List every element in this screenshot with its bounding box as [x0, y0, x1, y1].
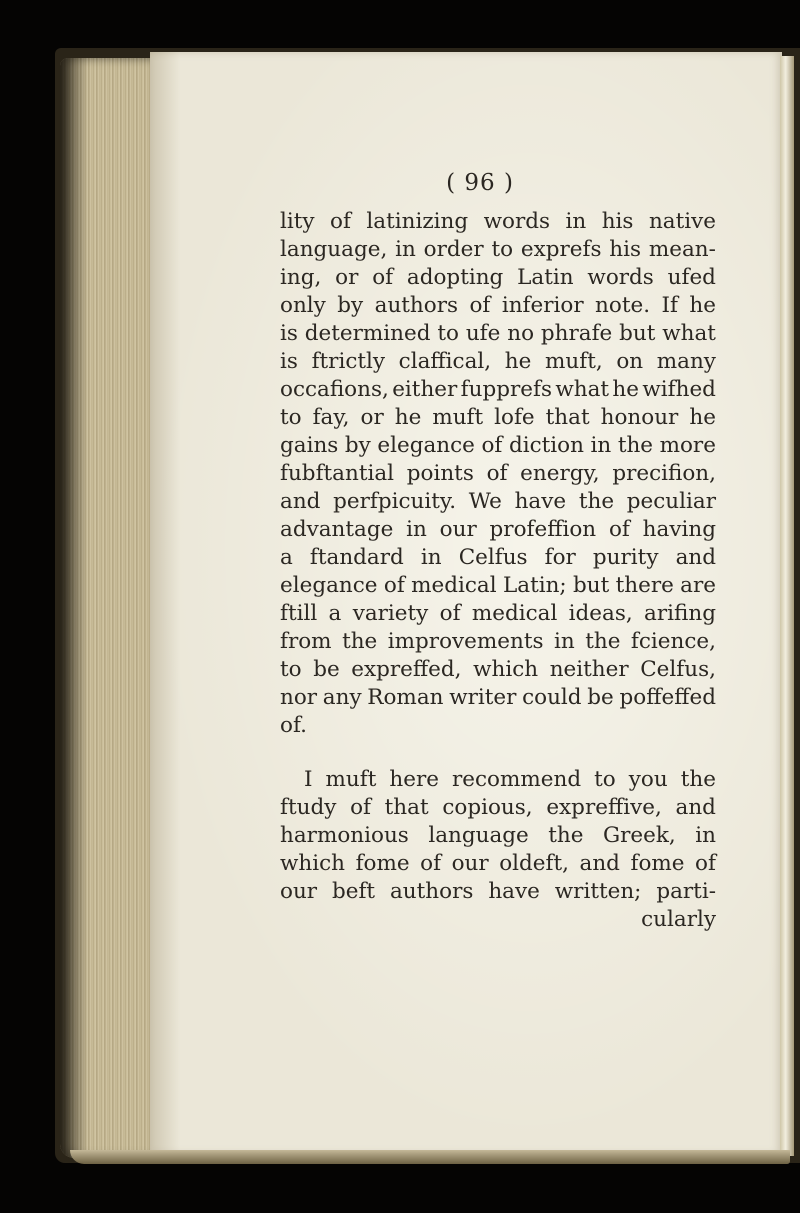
word: of: [608, 517, 630, 542]
word: Celfus: [458, 545, 528, 570]
word: could: [522, 685, 582, 710]
word: mean-: [648, 237, 716, 262]
word: is: [280, 321, 298, 346]
word: in: [395, 237, 416, 262]
word: Latin: [517, 265, 574, 290]
word: his: [609, 237, 642, 262]
word: energy,: [520, 461, 600, 486]
page-edges-shadow: [60, 58, 88, 1158]
word: of: [481, 433, 503, 458]
page-right-edge: [780, 56, 794, 1156]
word: and: [675, 795, 716, 820]
word: the: [617, 433, 654, 458]
word: copious,: [442, 795, 533, 820]
word: If: [661, 293, 678, 318]
word: ideas,: [568, 601, 633, 626]
word: is: [280, 349, 298, 374]
word: he: [394, 405, 422, 430]
word: beft: [331, 879, 376, 904]
word: there: [615, 573, 674, 598]
word: Latin;: [502, 573, 567, 598]
word: he: [689, 405, 716, 430]
word: recommend: [452, 767, 582, 792]
word: Celfus,: [640, 657, 716, 682]
text-line: [280, 208, 716, 236]
text-line: [280, 516, 716, 544]
text-line: [280, 712, 716, 740]
word: order: [423, 237, 484, 262]
word: the: [548, 823, 584, 848]
word: in: [565, 209, 587, 234]
word: ftudy: [280, 795, 337, 820]
word: of: [372, 265, 394, 290]
word: our: [451, 851, 489, 876]
word: be: [313, 657, 340, 682]
word: I: [304, 767, 313, 792]
word: he: [612, 377, 639, 402]
word: advantage: [280, 517, 394, 542]
text-line: [280, 432, 716, 460]
word: to: [491, 237, 514, 262]
word: fay,: [312, 405, 350, 430]
word: in: [420, 545, 442, 570]
word: harmonious: [280, 823, 409, 848]
word: authors: [374, 293, 459, 318]
word: or: [335, 265, 359, 290]
word: ing,: [280, 265, 322, 290]
word: ftrictly: [311, 349, 386, 374]
word: ufed: [667, 265, 716, 290]
word: and: [675, 545, 716, 570]
word: of: [486, 461, 508, 486]
word: honour: [600, 405, 679, 430]
word: muft: [325, 767, 377, 792]
word: our: [280, 879, 318, 904]
word: of: [695, 851, 716, 876]
text-line: [280, 628, 716, 656]
word: on: [616, 349, 644, 374]
word: wifhed: [642, 377, 716, 402]
word: what: [662, 321, 716, 346]
word: and: [280, 489, 321, 514]
word: you: [628, 767, 668, 792]
word: in: [554, 629, 575, 654]
word: words: [483, 209, 551, 234]
word: that: [384, 795, 429, 820]
word: the: [578, 489, 615, 514]
word: in: [406, 517, 427, 542]
page-bottom-edge: [70, 1150, 790, 1164]
word: Roman: [367, 685, 444, 710]
word: oldeft,: [499, 851, 569, 876]
text-line: [280, 320, 716, 348]
word: note.: [595, 293, 651, 318]
word: adopting: [406, 265, 504, 290]
word: muft: [432, 405, 484, 430]
word: of: [439, 601, 461, 626]
word: words: [587, 265, 654, 290]
word: language,: [280, 237, 388, 262]
paragraph-2: [280, 766, 716, 934]
word: of: [330, 209, 351, 234]
word: parti-: [656, 879, 716, 904]
word: neither: [549, 657, 629, 682]
word: Greek,: [602, 823, 676, 848]
word: ufe: [465, 321, 501, 346]
word: a: [280, 545, 293, 570]
word: diction: [508, 433, 584, 458]
word: but: [619, 321, 656, 346]
word: have: [514, 489, 567, 514]
word: language: [428, 823, 529, 848]
word: gains: [280, 433, 339, 458]
word: expreffive,: [546, 795, 662, 820]
word: of: [383, 573, 405, 598]
word: to: [594, 767, 616, 792]
word: of: [420, 851, 442, 876]
paragraph-gap: [280, 740, 716, 766]
word: which: [473, 657, 539, 682]
word: phrafe: [540, 321, 613, 346]
paragraph-1: [280, 208, 716, 740]
word: of: [350, 795, 371, 820]
word: our: [439, 517, 477, 542]
text-line: [280, 822, 716, 850]
word: to: [280, 657, 302, 682]
text-line: [280, 376, 716, 404]
word: fome: [355, 851, 410, 876]
word: in: [590, 433, 612, 458]
word: arifing: [644, 601, 716, 626]
word: have: [488, 879, 540, 904]
word: elegance: [280, 573, 378, 598]
word: precifion,: [612, 461, 716, 486]
word: poffeffed: [619, 685, 716, 710]
catchword: cularly: [641, 907, 716, 932]
word: to: [437, 321, 459, 346]
word: ftandard: [309, 545, 404, 570]
word: written;: [554, 879, 642, 904]
text-line: [280, 404, 716, 432]
word: he: [504, 349, 532, 374]
word: points: [406, 461, 474, 486]
word: that: [545, 405, 590, 430]
text-line: [280, 488, 716, 516]
word: more: [659, 433, 716, 458]
page-number: ( 96 ): [446, 170, 514, 196]
text-line: [280, 236, 716, 264]
word: which: [280, 851, 346, 876]
word: he: [689, 293, 716, 318]
word: for: [544, 545, 576, 570]
word: occafions,: [280, 377, 389, 402]
text-line: [280, 878, 716, 906]
word: what: [555, 377, 610, 402]
word: the: [585, 629, 621, 654]
word: medical: [411, 573, 497, 598]
word: or: [360, 405, 384, 430]
text-line: [280, 656, 716, 684]
word: improvements: [387, 629, 544, 654]
word: profeffion: [489, 517, 597, 542]
word: lity: [280, 209, 315, 234]
text-line: [280, 850, 716, 878]
text-line: [280, 460, 716, 488]
word: having: [642, 517, 716, 542]
word: and: [579, 851, 620, 876]
word: either: [392, 377, 458, 402]
word: the: [342, 629, 378, 654]
word: many: [656, 349, 716, 374]
word: perfpicuity.: [333, 489, 457, 514]
word: claffical,: [398, 349, 492, 374]
word: expreffed,: [351, 657, 462, 682]
text-line: [280, 292, 716, 320]
word: here: [389, 767, 439, 792]
word: We: [468, 489, 502, 514]
word: no: [507, 321, 535, 346]
word: fubftantial: [280, 461, 395, 486]
word: inferior: [501, 293, 584, 318]
word: exprefs: [520, 237, 602, 262]
word: a: [328, 601, 342, 626]
word: by: [344, 433, 371, 458]
word: determined: [304, 321, 431, 346]
text-line: [280, 794, 716, 822]
word: are: [680, 573, 716, 598]
text-line: [280, 766, 716, 794]
word: nor: [280, 685, 318, 710]
word: only: [280, 293, 326, 318]
text-line: [280, 572, 716, 600]
word: the: [680, 767, 716, 792]
word: ftill: [280, 601, 318, 626]
word: writer: [449, 685, 517, 710]
word: lofe: [494, 405, 535, 430]
word: fupprefs: [460, 377, 552, 402]
word: purity: [592, 545, 659, 570]
word: be: [587, 685, 614, 710]
word: to: [280, 405, 302, 430]
text-line: [280, 544, 716, 572]
word: by: [337, 293, 364, 318]
word: peculiar: [626, 489, 716, 514]
word: in: [695, 823, 716, 848]
page-text: [280, 168, 716, 934]
text-line: [280, 348, 716, 376]
word: from: [280, 629, 332, 654]
word: medical: [471, 601, 558, 626]
word: of: [469, 293, 491, 318]
text-line: [280, 600, 716, 628]
word: his: [601, 209, 634, 234]
word: native: [648, 209, 716, 234]
word: elegance: [377, 433, 475, 458]
word: authors: [389, 879, 474, 904]
word: but: [573, 573, 610, 598]
word: fome: [630, 851, 685, 876]
word: any: [322, 685, 362, 710]
text-line: [280, 684, 716, 712]
word: of.: [280, 713, 307, 738]
word: muft,: [545, 349, 603, 374]
text-line: [280, 264, 716, 292]
word: fcience,: [630, 629, 716, 654]
word: latinizing: [366, 209, 469, 234]
word: variety: [352, 601, 429, 626]
